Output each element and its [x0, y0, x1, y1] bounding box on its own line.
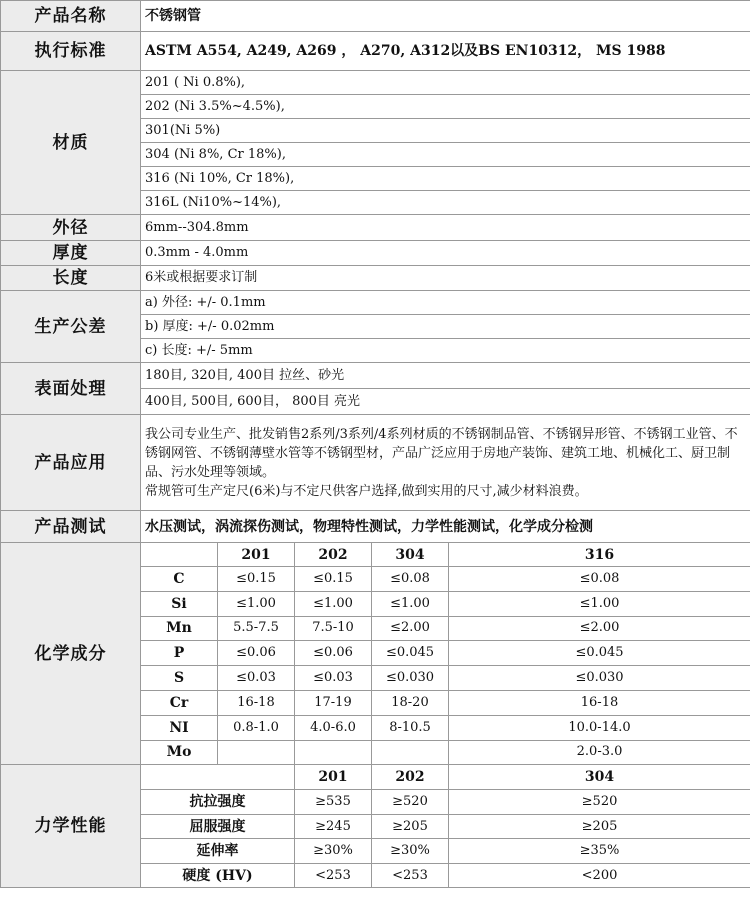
chemical-value: ≤1.00: [218, 591, 295, 616]
chemical-header-empty: [141, 543, 218, 567]
material-item: 202 (Ni 3.5%~4.5%),: [141, 95, 750, 119]
chemical-value: ≤1.00: [372, 591, 449, 616]
mechanical-grade: 304: [449, 765, 750, 790]
mechanical-value: ≥520: [449, 790, 750, 815]
chemical-element: Mn: [141, 616, 218, 641]
tolerance-item: c) 长度: +/- 5mm: [141, 339, 750, 363]
spec-row: [1, 543, 750, 567]
chemical-value: ≤1.00: [449, 591, 750, 616]
spec-row: [1, 291, 750, 315]
chemical-value: 2.0-3.0: [449, 740, 750, 765]
mechanical-value: <253: [295, 863, 372, 888]
mechanical-label: 力学性能: [1, 765, 141, 888]
mechanical-value: ≥30%: [295, 839, 372, 864]
spec-row: [1, 266, 750, 291]
spec-row: [1, 215, 750, 241]
length-label: 长度: [1, 266, 141, 291]
chemical-value: ≤0.03: [295, 666, 372, 691]
mechanical-value: ≥205: [449, 814, 750, 839]
chemical-value: ≤0.045: [449, 641, 750, 666]
chemical-value: 4.0-6.0: [295, 715, 372, 740]
chemical-grade: 316: [449, 543, 750, 567]
chemical-element: NI: [141, 715, 218, 740]
chemical-grade: 202: [295, 543, 372, 567]
standard-label: 执行标准: [1, 32, 141, 71]
chemical-value: ≤0.15: [218, 567, 295, 592]
chemical-value: 10.0-14.0: [449, 715, 750, 740]
application-text-1: 我公司专业生产、批发销售2系列/3系列/4系列材质的不锈钢制品管、不锈钢异形管、不锈钢工业管、不锈钢网管、不锈钢薄壁水管等不锈钢型材，产品广泛应用于房地产装饰、建筑工地、机械化工、厨卫制品、污水处理等领域。: [145, 426, 738, 480]
length-value: 6米或根据要求订制: [141, 266, 750, 291]
chemical-value: ≤0.15: [295, 567, 372, 592]
surface-item: 400目, 500目, 600目， 800目 亮光: [141, 389, 750, 415]
chemical-element: S: [141, 666, 218, 691]
chemical-value: ≤0.06: [218, 641, 295, 666]
chemical-value: 0.8-1.0: [218, 715, 295, 740]
material-item: 316L (Ni10%~14%),: [141, 191, 750, 215]
application-label: 产品应用: [1, 415, 141, 511]
chemical-label: 化学成分: [1, 543, 141, 765]
spec-row: [1, 71, 750, 95]
chemical-value: 8-10.5: [372, 715, 449, 740]
surface-label: 表面处理: [1, 363, 141, 415]
chemical-value: 18-20: [372, 690, 449, 715]
chemical-grade: 201: [218, 543, 295, 567]
material-label: 材质: [1, 71, 141, 215]
mechanical-property: 延伸率: [141, 839, 295, 864]
chemical-value: 17-19: [295, 690, 372, 715]
spec-row: [1, 511, 750, 543]
product-name-label: 产品名称: [1, 1, 141, 32]
chemical-value: ≤2.00: [372, 616, 449, 641]
thickness-value: 0.3mm - 4.0mm: [141, 241, 750, 266]
chemical-value: 16-18: [449, 690, 750, 715]
chemical-value: ≤0.030: [372, 666, 449, 691]
chemical-value: ≤0.045: [372, 641, 449, 666]
chemical-value: ≤0.03: [218, 666, 295, 691]
chemical-value: 16-18: [218, 690, 295, 715]
chemical-value: 5.5-7.5: [218, 616, 295, 641]
chemical-element: Mo: [141, 740, 218, 765]
spec-row: [1, 1, 750, 32]
chemical-value: ≤2.00: [449, 616, 750, 641]
mechanical-value: ≥520: [372, 790, 449, 815]
mechanical-property: 硬度 (HV): [141, 863, 295, 888]
mechanical-value: ≥205: [372, 814, 449, 839]
chemical-value: ≤0.030: [449, 666, 750, 691]
mechanical-property: 屈服强度: [141, 814, 295, 839]
chemical-grade: 304: [372, 543, 449, 567]
chemical-value: ≤0.06: [295, 641, 372, 666]
chemical-element: C: [141, 567, 218, 592]
chemical-value: ≤1.00: [295, 591, 372, 616]
mechanical-value: ≥35%: [449, 839, 750, 864]
application-text: [141, 415, 750, 511]
testing-label: 产品测试: [1, 511, 141, 543]
spec-row: [1, 363, 750, 389]
material-item: 201 ( Ni 0.8%),: [141, 71, 750, 95]
tolerance-item: b) 厚度: +/- 0.02mm: [141, 315, 750, 339]
mechanical-value: <200: [449, 863, 750, 888]
chemical-element: P: [141, 641, 218, 666]
chemical-value: 7.5-10: [295, 616, 372, 641]
mechanical-grade: 201: [295, 765, 372, 790]
chemical-value: ≤0.08: [449, 567, 750, 592]
spec-row: [1, 241, 750, 266]
outer-diameter-label: 外径: [1, 215, 141, 241]
chemical-element: Cr: [141, 690, 218, 715]
mechanical-property: 抗拉强度: [141, 790, 295, 815]
outer-diameter-value: 6mm--304.8mm: [141, 215, 750, 241]
tolerance-item: a) 外径: +/- 0.1mm: [141, 291, 750, 315]
testing-value: 水压测试，涡流探伤测试，物理特性测试，力学性能测试，化学成分检测: [141, 511, 750, 543]
mechanical-value: <253: [372, 863, 449, 888]
standard-value: ASTM A554, A249, A269 ， A270, A312以及BS EN10312， MS 1988: [141, 32, 750, 71]
chemical-value: [218, 740, 295, 765]
material-item: 304 (Ni 8%, Cr 18%),: [141, 143, 750, 167]
mechanical-header-empty: [141, 765, 295, 790]
thickness-label: 厚度: [1, 241, 141, 266]
product-name-value: 不锈钢管: [141, 1, 750, 32]
material-item: 316 (Ni 10%, Cr 18%),: [141, 167, 750, 191]
tolerance-label: 生产公差: [1, 291, 141, 363]
mechanical-grade: 202: [372, 765, 449, 790]
mechanical-value: ≥535: [295, 790, 372, 815]
chemical-value: [295, 740, 372, 765]
spec-row: [1, 32, 750, 71]
surface-item: 180目, 320目, 400目 拉丝、砂光: [141, 363, 750, 389]
mechanical-value: ≥30%: [372, 839, 449, 864]
spec-row: [1, 415, 750, 511]
application-text-2: 常规管可生产定尺(6米)与不定尺供客户选择,做到实用的尺寸,减少材料浪费。: [145, 483, 588, 499]
chemical-value: [372, 740, 449, 765]
mechanical-value: ≥245: [295, 814, 372, 839]
spec-row: [1, 765, 750, 790]
chemical-value: ≤0.08: [372, 567, 449, 592]
chemical-element: Si: [141, 591, 218, 616]
material-item: 301(Ni 5%): [141, 119, 750, 143]
